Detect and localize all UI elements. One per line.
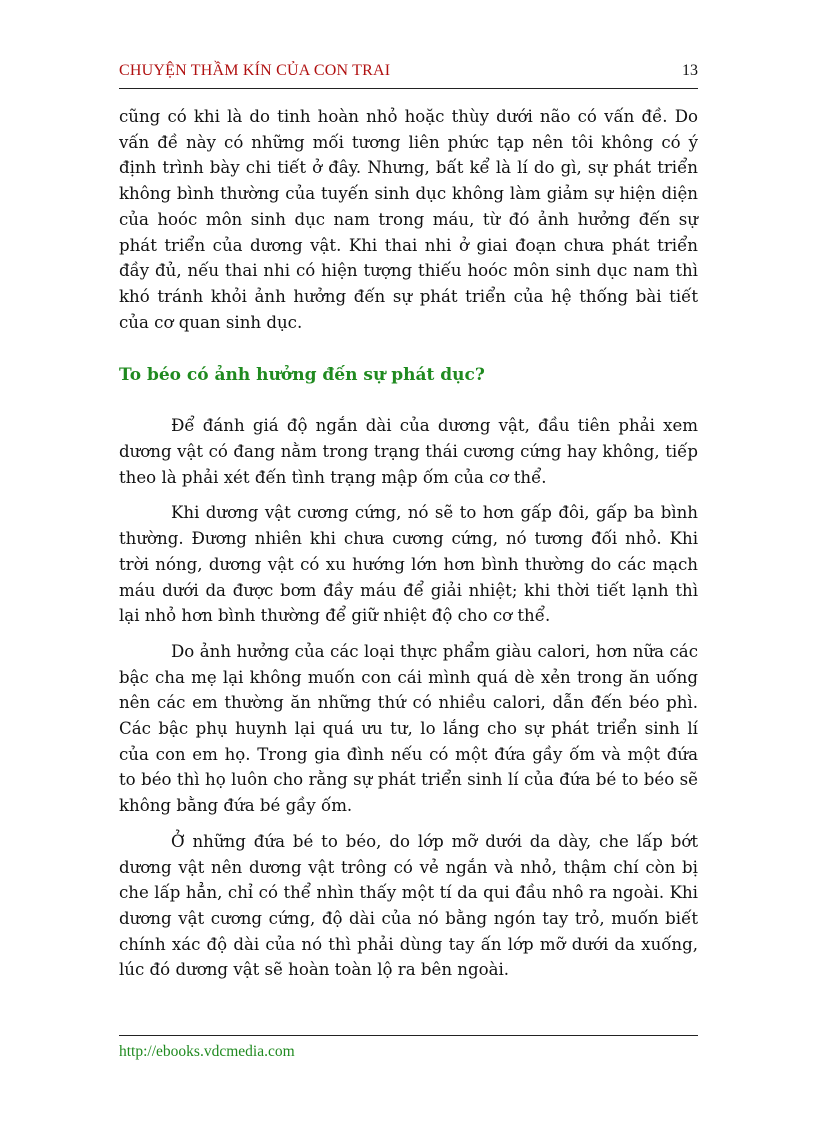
body-paragraph-continued: cũng có khi là do tinh hoàn nhỏ hoặc thùy dưới não có vấn đề. Do vấn đề này có những mối tương liên phức tạp nên tôi không có ý định trình bày chi tiết ở đây. Nhưng, bất kể là lí do gì, sự phát triển không bình thường của tuyến sinh dục không làm giảm sự hiện diện của hoóc môn sinh dục nam trong máu, từ đó ảnh hưởng đến sự phát triển của dương vật. Khi thai nhi ở giai đoạn chưa phát triển đầy đủ, nếu thai nhi có hiện tượng thiếu hoóc môn sinh dục nam thì khó tránh khỏi ảnh hưởng đến sự phát triển của hệ thống bài tiết của cơ quan sinh dục.	[119, 107, 698, 332]
header-divider	[119, 88, 698, 89]
footer-divider	[119, 1035, 698, 1036]
running-title: CHUYỆN THẦM KÍN CỦA CON TRAI	[119, 62, 391, 79]
body-paragraph: Do ảnh hưởng của các loại thực phẩm giàu calori, hơn nữa các bậc cha mẹ lại không muốn con cái mình quá dè xẻn trong ăn uống nên các em thường ăn những thứ có nhiều calori, dẫn đến béo phì. Các bậc phụ huynh lại quá ưu tư, lo lắng cho sự phát triển sinh lí của con em họ. Trong gia đình nếu có một đứa gầy ốm và một đứa to béo thì họ luôn cho rằng sự phát triển sinh lí của đứa bé to béo sẽ không bằng đứa bé gầy ốm.	[119, 641, 698, 816]
page-header	[119, 62, 698, 86]
body-paragraph: Ở những đứa bé to béo, do lớp mỡ dưới da dày, che lấp bớt dương vật nên dương vật trông có vẻ ngắn và nhỏ, thậm chí còn bị che lấp hẳn, chỉ có thể nhìn thấy một tí da qui đầu nhô ra ngoài. Khi dương vật cương cứng, độ dài của nó bằng ngón tay trỏ, muốn biết chính xác độ dài của nó thì phải dùng tay ấn lớp mỡ dưới da xuống, lúc đó dương vật sẽ hoàn toàn lộ ra bên ngoài.	[119, 831, 698, 980]
page-body	[119, 104, 698, 983]
page-number: 13	[682, 62, 698, 79]
section-heading: To béo có ảnh hưởng đến sự phát dục?	[119, 365, 485, 386]
footer-website-link[interactable]: http://ebooks.vdcmedia.com	[119, 1043, 295, 1060]
body-paragraph: Khi dương vật cương cứng, nó sẽ to hơn gấp đôi, gấp ba bình thường. Đương nhiên khi chưa cương cứng, nó tương đối nhỏ. Khi trời nóng, dương vật có xu hướng lớn hơn bình thường do các mạch máu dưới da được bơm đầy máu để giải nhiệt; khi thời tiết lạnh thì lại nhỏ hơn bình thường để giữ nhiệt độ cho cơ thể.	[119, 503, 698, 626]
body-paragraph: Để đánh giá độ ngắn dài của dương vật, đầu tiên phải xem dương vật có đang nằm trong trạng thái cương cứng hay không, tiếp theo là phải xét đến tình trạng mập ốm của cơ thể.	[119, 416, 698, 487]
